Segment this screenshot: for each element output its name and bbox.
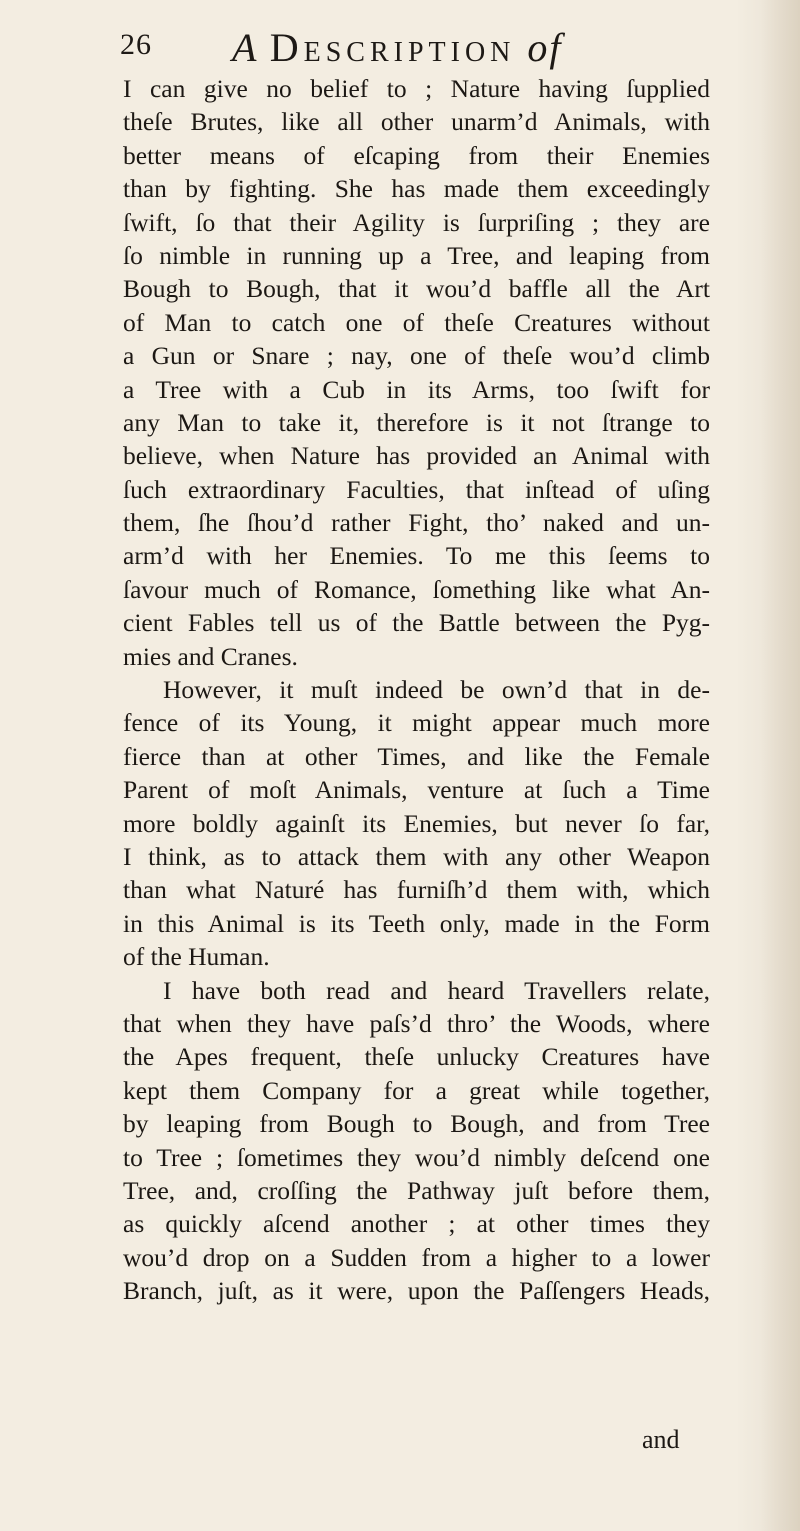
text-line: in this Animal is its Teeth only, made in the Form [123,908,710,938]
text-line: kept them Company for a great while together, [123,1075,710,1105]
page-number: 26 [120,28,152,61]
text-line: as quickly aſcend another ; at other times they [123,1209,710,1239]
text-line: theſe Brutes, like all other unarm’d Animals, with [123,107,710,137]
text-line: Branch, juſt, as it were, upon the Paſſengers Heads, [123,1276,710,1306]
text-line: I think, as to attack them with any other Weapon [123,841,710,871]
text-line: a Gun or Snare ; nay, one of theſe wou’d climb [123,341,710,371]
text-line: by leaping from Bough to Bough, and from Tree [123,1109,710,1139]
text-line: arm’d with her Enemies. To me this ſeems to [123,541,710,571]
text-line: ſwift, ſo that their Agility is ſurpriſing ; they are [123,207,710,237]
body-text [123,72,710,1307]
text-line: better means of eſcaping from their Enemies [123,140,710,170]
text-line: to Tree ; ſometimes they wou’d nimbly deſcend one [123,1142,710,1172]
catchword: and [642,1425,680,1454]
text-line: ſo nimble in running up a Tree, and leaping from [123,240,710,270]
text-line: of Man to catch one of theſe Creatures without [123,307,710,337]
paragraph-start-line: However, it muſt indeed be own’d that in de- [163,675,710,705]
text-line: more boldly againſt its Enemies, but never ſo far, [123,808,710,838]
text-line: any Man to take it, therefore is it not ſtrange to [123,407,710,437]
text-line: Bough to Bough, that it wou’d baffle all the Art [123,274,710,304]
paragraph-end-line: of the Human. [123,942,270,972]
text-line: the Apes frequent, theſe unlucky Creatures have [123,1042,710,1072]
text-line: cient Fables tell us of the Battle between the Pyg- [123,608,710,638]
running-title [232,24,563,71]
paragraph-start-line: I have both read and heard Travellers relate, [163,975,710,1005]
text-line: Tree, and, croſſing the Pathway juſt before them, [123,1175,710,1205]
paragraph-end-line: mies and Cranes. [123,641,298,671]
running-title-prefix: A [232,25,270,70]
text-line: than what Naturé has furniſh’d them with, which [123,875,710,905]
page-edge-shadow [760,0,800,1531]
text-line: fence of its Young, it might appear much more [123,708,710,738]
text-line: than by fighting. She has made them exceedingly [123,174,710,204]
text-line: believe, when Nature has provided an Animal with [123,441,710,471]
running-title-main: Description [269,25,516,70]
text-line: fierce than at other Times, and like the Female [123,741,710,771]
text-line: a Tree with a Cub in its Arms, too ſwift for [123,374,710,404]
text-line: Parent of moſt Animals, venture at ſuch a Time [123,775,710,805]
text-line: ſuch extraordinary Faculties, that inſtead of uſing [123,474,710,504]
text-line: them, ſhe ſhou’d rather Fight, tho’ naked and un- [123,508,710,538]
text-line: wou’d drop on a Sudden from a higher to a lower [123,1242,710,1272]
text-line: ſavour much of Romance, ſomething like what An- [123,574,710,604]
running-title-suffix: of [515,25,563,70]
text-line: that when they have paſs’d thro’ the Woods, where [123,1008,710,1038]
page-header [120,25,720,70]
text-line: I can give no belief to ; Nature having ſupplied [123,74,710,103]
